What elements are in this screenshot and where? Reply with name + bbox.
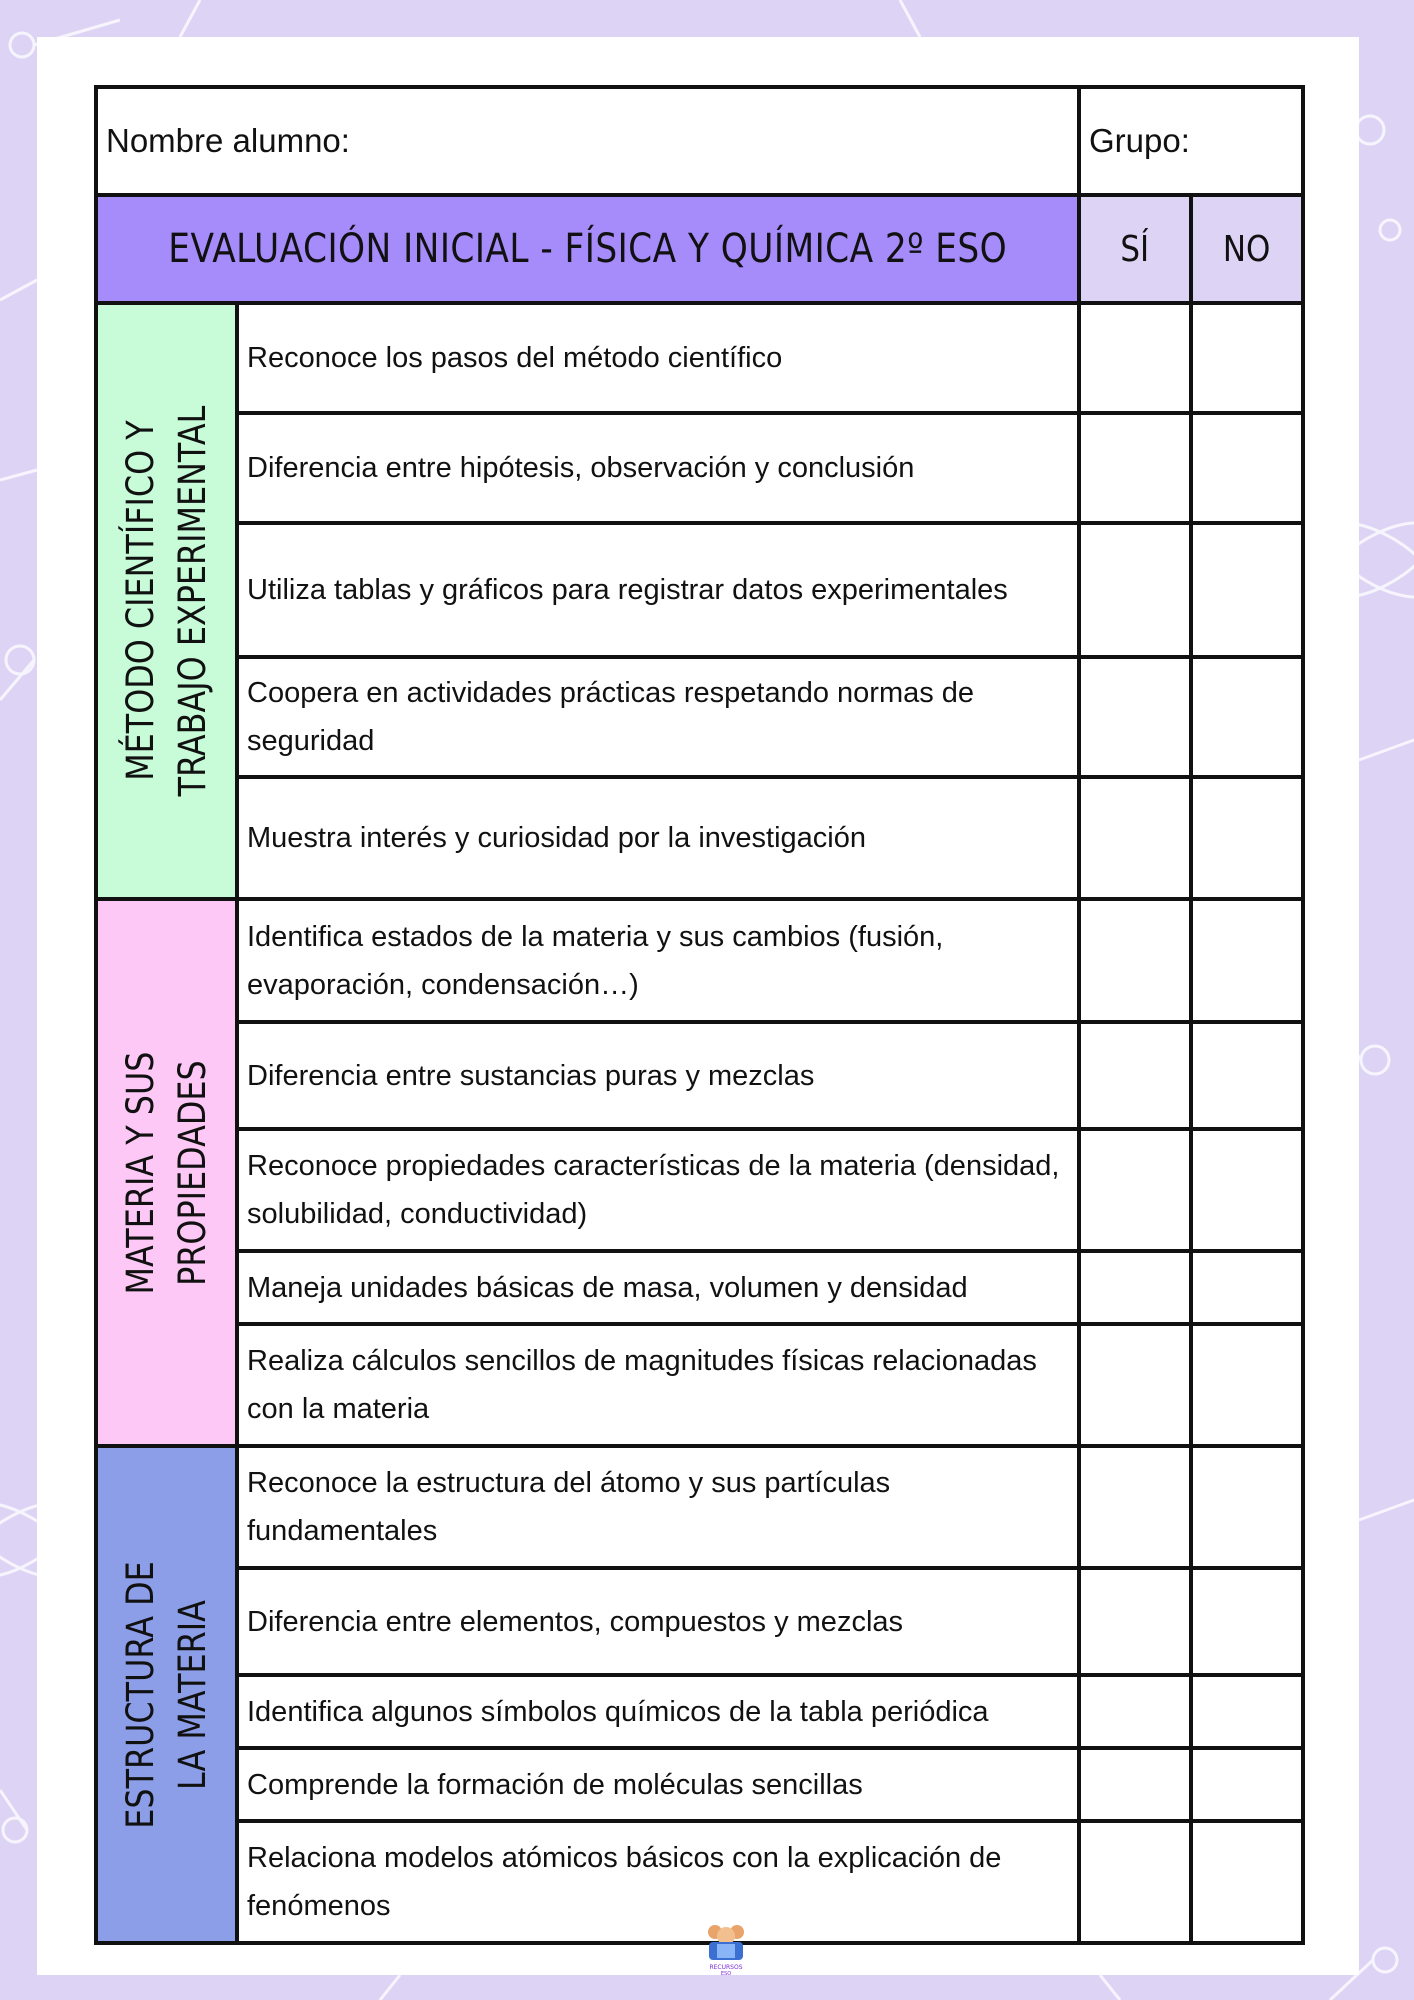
- yes-check-cell[interactable]: [1079, 1568, 1191, 1675]
- no-check-cell[interactable]: [1191, 413, 1303, 523]
- criterion-text: Diferencia entre elementos, compuestos y mezclas: [237, 1568, 1079, 1675]
- section-label: [96, 899, 237, 1446]
- section-label-line: LA MATERIA: [170, 1599, 214, 1790]
- no-check-cell[interactable]: [1191, 1129, 1303, 1251]
- criterion-text: Realiza cálculos sencillos de magnitudes físicas relacionadas con la materia: [237, 1324, 1079, 1446]
- criterion-row: [96, 1129, 1303, 1251]
- yes-check-cell[interactable]: [1079, 1446, 1191, 1568]
- no-check-cell[interactable]: [1191, 657, 1303, 777]
- title-row: [96, 195, 1303, 303]
- criterion-text: Coopera en actividades prácticas respetando normas de seguridad: [237, 657, 1079, 777]
- no-check-cell[interactable]: [1191, 523, 1303, 657]
- yes-check-cell[interactable]: [1079, 1251, 1191, 1324]
- no-check-cell[interactable]: [1191, 777, 1303, 899]
- criterion-text: Diferencia entre hipótesis, observación y conclusión: [237, 413, 1079, 523]
- recursos-eso-logo: [703, 1918, 749, 1976]
- criterion-text: Comprende la formación de moléculas sencillas: [237, 1748, 1079, 1821]
- criterion-text: Utiliza tablas y gráficos para registrar datos experimentales: [237, 523, 1079, 657]
- section-label-line: TRABAJO EXPERIMENTAL: [170, 405, 214, 797]
- yes-check-cell[interactable]: [1079, 657, 1191, 777]
- criterion-row: [96, 303, 1303, 413]
- student-info-row: [96, 87, 1303, 195]
- no-check-cell[interactable]: [1191, 1446, 1303, 1568]
- yes-check-cell[interactable]: [1079, 413, 1191, 523]
- section-label: [96, 1446, 237, 1943]
- yes-check-cell[interactable]: [1079, 1748, 1191, 1821]
- criterion-text: Reconoce la estructura del átomo y sus partículas fundamentales: [237, 1446, 1079, 1568]
- criterion-row: [96, 1022, 1303, 1129]
- evaluation-table: [94, 85, 1305, 1945]
- no-check-cell[interactable]: [1191, 1251, 1303, 1324]
- svg-text:RECURSOS: RECURSOS: [709, 1964, 743, 1971]
- criterion-text: Reconoce los pasos del método científico: [237, 303, 1079, 413]
- criterion-text: Diferencia entre sustancias puras y mezclas: [237, 1022, 1079, 1129]
- no-check-cell[interactable]: [1191, 1568, 1303, 1675]
- criterion-row: [96, 899, 1303, 1022]
- no-check-cell[interactable]: [1191, 1324, 1303, 1446]
- criterion-row: [96, 1568, 1303, 1675]
- no-check-cell[interactable]: [1191, 1022, 1303, 1129]
- no-check-cell[interactable]: [1191, 1748, 1303, 1821]
- no-check-cell[interactable]: [1191, 899, 1303, 1022]
- yes-check-cell[interactable]: [1079, 899, 1191, 1022]
- group-field[interactable]: [1079, 87, 1303, 195]
- criterion-row: [96, 1446, 1303, 1568]
- yes-check-cell[interactable]: [1079, 1821, 1191, 1943]
- criterion-row: [96, 1748, 1303, 1821]
- yes-check-cell[interactable]: [1079, 777, 1191, 899]
- section-label-line: MATERIA Y SUS: [118, 1051, 162, 1294]
- no-check-cell[interactable]: [1191, 1675, 1303, 1748]
- yes-check-cell[interactable]: [1079, 1324, 1191, 1446]
- criterion-text: Reconoce propiedades características de la materia (densidad, solubilidad, conductividad): [237, 1129, 1079, 1251]
- criterion-row: [96, 523, 1303, 657]
- no-check-cell[interactable]: [1191, 303, 1303, 413]
- section-label-line: ESTRUCTURA DE: [118, 1560, 162, 1829]
- section-label-line: MÉTODO CIENTÍFICO Y: [118, 420, 162, 782]
- section-label-line: PROPIEDADES: [170, 1059, 214, 1286]
- criterion-row: [96, 413, 1303, 523]
- evaluation-title: EVALUACIÓN INICIAL - FÍSICA Y QUÍMICA 2º ESO: [96, 195, 1079, 303]
- criterion-row: [96, 777, 1303, 899]
- criterion-row: [96, 657, 1303, 777]
- yes-check-cell[interactable]: [1079, 1022, 1191, 1129]
- svg-text:ESO: ESO: [720, 1971, 732, 1976]
- criterion-row: [96, 1821, 1303, 1943]
- group-label: Grupo:: [1089, 122, 1190, 159]
- criterion-text: Relaciona modelos atómicos básicos con la explicación de fenómenos: [237, 1821, 1079, 1943]
- criterion-row: [96, 1324, 1303, 1446]
- yes-check-cell[interactable]: [1079, 1129, 1191, 1251]
- yes-column-header: SÍ: [1079, 195, 1191, 303]
- no-column-header: NO: [1191, 195, 1303, 303]
- student-name-label: Nombre alumno:: [106, 122, 350, 159]
- criterion-text: Identifica estados de la materia y sus cambios (fusión, evaporación, condensación…): [237, 899, 1079, 1022]
- no-check-cell[interactable]: [1191, 1821, 1303, 1943]
- yes-check-cell[interactable]: [1079, 303, 1191, 413]
- criterion-text: Identifica algunos símbolos químicos de la tabla periódica: [237, 1675, 1079, 1748]
- criterion-text: Maneja unidades básicas de masa, volumen y densidad: [237, 1251, 1079, 1324]
- student-name-field[interactable]: [96, 87, 1079, 195]
- yes-check-cell[interactable]: [1079, 523, 1191, 657]
- yes-check-cell[interactable]: [1079, 1675, 1191, 1748]
- section-label: [96, 303, 237, 899]
- criterion-text: Muestra interés y curiosidad por la investigación: [237, 777, 1079, 899]
- criterion-row: [96, 1251, 1303, 1324]
- criterion-row: [96, 1675, 1303, 1748]
